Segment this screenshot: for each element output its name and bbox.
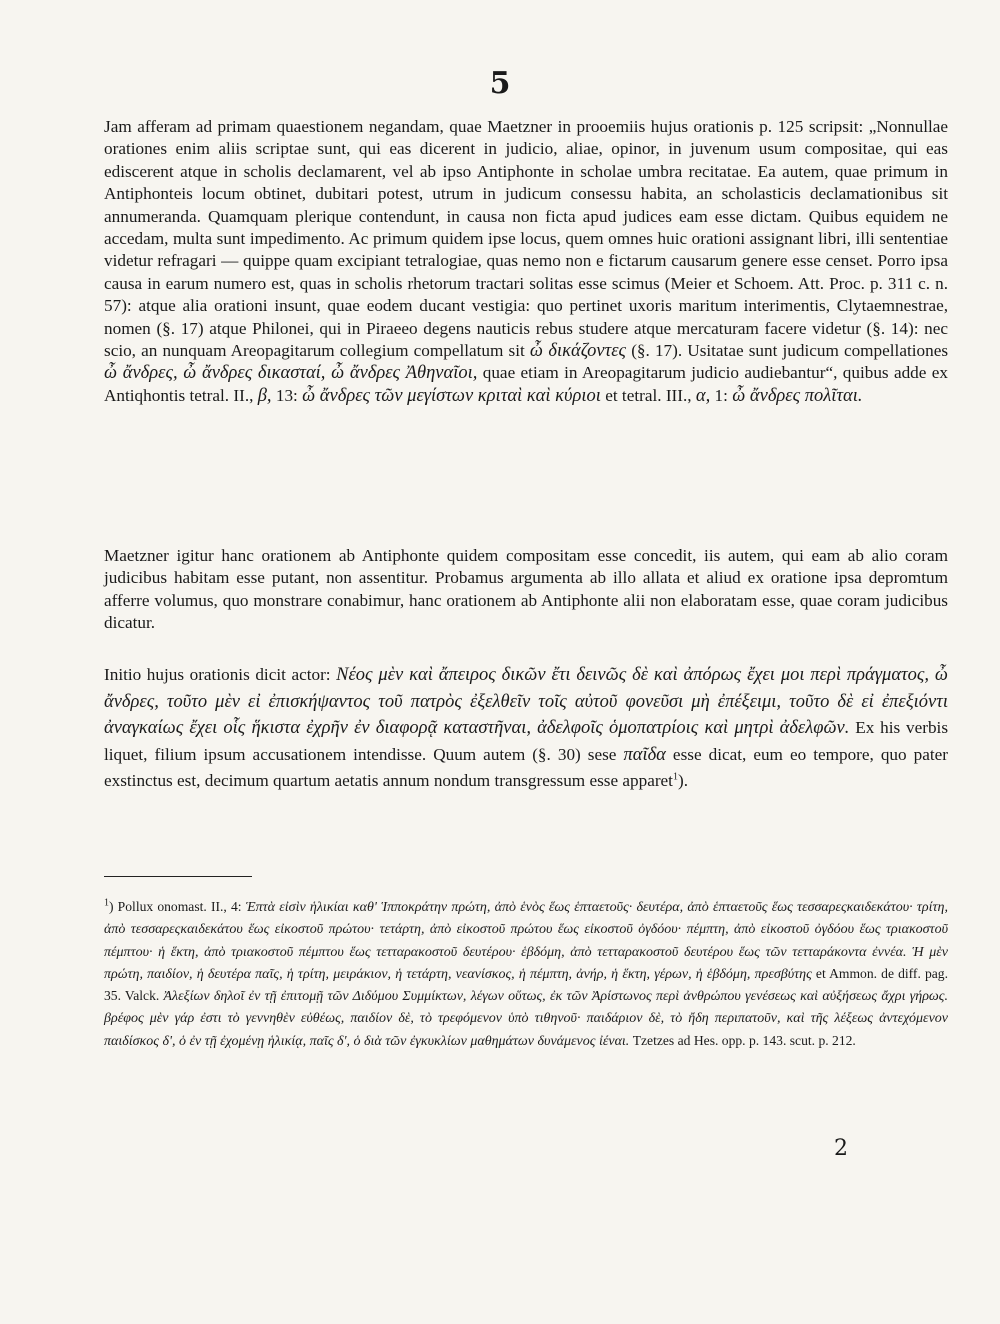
latin-text: 13:	[271, 385, 303, 405]
greek-text: ὦ ἄνδρες πολῖται.	[732, 385, 863, 406]
greek-text: ὦ δικάζοντες	[529, 341, 627, 362]
latin-text: Jam afferam ad primam quaestionem negandam, quae Maetzner in prooemiis hujus orationis p. 125 scripsit: „Nonnullae orationes enim aliis scriptae sunt, qui eas dicerent in judicio, aliae, opinor, in juvenum usum compositae, qui eas ediscerent atque in scholis declamarent, vel ab ipso Antiphonte in scholae umbra recitatae. Ea autem, quae primum in Antiphonteis locum obtinet, dubitari potest, utrum in judicum consessu habita, an scholasticis declamationibus sit annumeranda. Quamquam plerique contendunt, in causa non ficta apud judices eam esse dictam. Quibus equidem ne accedam, multa sunt impedimento. Ac primum quidem ipse locus, quem omnes huic orationi assignant libri, illi sententiae videtur refragari — quippe quam excipiant tetralogiae, quas nemo non e fictarum causarum genere esse censet. Porro ipsa causa in earum numero est, quas in scholis rhetorum tractari solitas esse scimus (Meier et Schoem. Att. Proc. p. 311 c. n. 57): atque alia orationi insunt, quae eodem ducant vestigia: quo pertinet uxoris maritum interimentis, Clytaemnestrae, nomen (§. 17) atque Philonei, qui in Piraeeo degens nauticis rebus studere atque mercaturam facere videtur (§. 14): nec scio, an nunquam Areopagitarum collegium compellatum sit	[104, 117, 948, 361]
signature-mark: 2	[834, 1136, 848, 1161]
latin-text: ).	[677, 771, 688, 790]
footnote-marker: 1	[104, 897, 109, 909]
latin-text: quae etiam in Areopagitarum judicio audiebantur“, quibus adde ex Antiqhontis tetral. II.,	[104, 363, 948, 405]
latin-text: et Ammon. de diff. pag. 35. Valck.	[104, 965, 948, 1004]
greek-text: ὦ ἄνδρες τῶν μεγίστων κριταὶ καὶ κύριοι	[302, 385, 601, 406]
page-number: 5	[489, 66, 511, 101]
footnote-divider	[104, 876, 252, 877]
paragraph-1	[104, 116, 948, 407]
latin-text: esse dicat, eum eo tempore, quo pater exstinctus est, decimum quartum aetatis annum nondum transgressum esse apparet	[104, 744, 948, 790]
footnote	[104, 896, 948, 1052]
latin-text: Ex his verbis liquet, filium ipsum accusationem intendisse. Quum autem (§. 30) sese	[104, 718, 949, 764]
latin-text: Tzetzes ad Hes. opp. p. 143. scut. p. 212.	[629, 1032, 856, 1048]
latin-text: et tetral. III.,	[600, 385, 696, 405]
greek-text: α,	[695, 385, 711, 406]
greek-text: παῖδα	[623, 744, 666, 765]
latin-text: Initio hujus orationis dicit actor:	[104, 665, 337, 684]
greek-text: Νέος μὲν καὶ ἄπειρος δικῶν ἔτι δεινῶς δὲ καὶ ἀπόρως ἔχει μοι περὶ πράγματος, ὦ ἄνδρες, τοῦτο μὲν εἰ ἐπισκήψαντος τοῦ πατρὸς ἐξελθεῖν τοῖς αὐτοῦ φονεῦσι μὴ ἐπέξειμι, τοῦτο δὲ εἰ ἐπεξιόντι ἀναγκαίως ἔχει οἷς ἥκιστα ἐχρῆν ἐν διαφορᾷ καταστῆναι, ἀδελφοῖς ὁμοπατρίοις καὶ μητρὶ ἀδελφῶν.	[104, 665, 948, 738]
latin-text: Maetzner igitur hanc orationem ab Antiphonte quidem compositam esse concedit, iis autem, qui eam ab alio coram judicibus habitam esse putant, non assentitur. Probamus argumenta ab illo allata et aliud ex oratione ipsa depromtum afferre volumus, quo monstrare conabimur, hanc orationem ab Antiphonte alii non elaboratam esse, quae coram judicibus dicatur.	[104, 546, 948, 633]
paragraph-2	[104, 545, 948, 635]
latin-text: (§. 17). Usitatae sunt judicum compellationes	[626, 341, 949, 361]
latin-text: ) Pollux onomast. II., 4:	[109, 899, 246, 914]
greek-text: Ἀλεξίων δηλοῖ ἐν τῇ ἐπιτομῇ τῶν Διδύμου Συμμίκτων, λέγων οὕτως, ἐκ τῶν Ἀρίστωνος περὶ ἀνθρώπου γενέσεως καὶ αὐξήσεως ἄχρι γήρως. βρέφος μὲν γάρ ἐστι τὸ γεννηθὲν εὐθέως, παιδίον δὲ, τὸ τρεφόμενον ὑπὸ τιθηνοῦ· παιδάριον δὲ, τὸ ἤδη περιπατοῦν, καὶ τῆς λέξεως ἀντεχόμενον παιδίσκος δ', ὁ ἐν τῇ ἐχομένῃ ἡλικίᾳ, παῖς δ', ὁ διὰ τῶν ἐγκυκλίων μαθημάτων δυνάμενος ἰέναι.	[104, 989, 948, 1049]
greek-text: ὦ ἄνδρες, ὦ ἄνδρες δικασταί, ὦ ἄνδρες Ἀθηναῖοι,	[104, 363, 478, 384]
greek-text: Ἑπτὰ εἰσὶν ἡλικίαι καθ' Ἱπποκράτην πρώτη, ἀπὸ ἑνὸς ἕως ἑπταετοῦς· δευτέρα, ἀπὸ ἑπταετοῦς ἕως τεσσαρεςκαιδεκάτου· τρίτη, ἀπὸ τεσσαρεςκαιδεκάτου ἕως εἰκοστοῦ πρώτου· τετάρτη, ἀπὸ εἰκοστοῦ πρώτου ἕως εἰκοστοῦ ὀγδόου· πέμπτη, ἀπὸ εἰκοστοῦ ὀγδόου ἕως τριακοστοῦ πέμπτου· ἡ ἕκτη, ἀπὸ τριακοστοῦ πέμπτου ἕως τετταρακοστοῦ δευτέρου· ἑβδόμη, ἀπὸ τετταρακοστοῦ δευτέρου ἕως τῶν τετταράκοντα ἐννέα. Ἡ μὲν πρώτη, παιδίον, ἡ δευτέρα παῖς, ἡ τρίτη, μειράκιον, ἡ τετάρτη, νεανίσκος, ἡ πέμπτη, ἀνήρ, ἡ ἕκτη, γέρων, ἡ ἑβδόμη, πρεσβύτης	[104, 900, 948, 982]
footnote-text	[104, 899, 948, 1048]
footnote-reference: 1	[672, 771, 678, 783]
paragraph-3	[104, 662, 948, 795]
greek-text: β,	[257, 385, 272, 406]
latin-text: 1:	[710, 385, 733, 405]
